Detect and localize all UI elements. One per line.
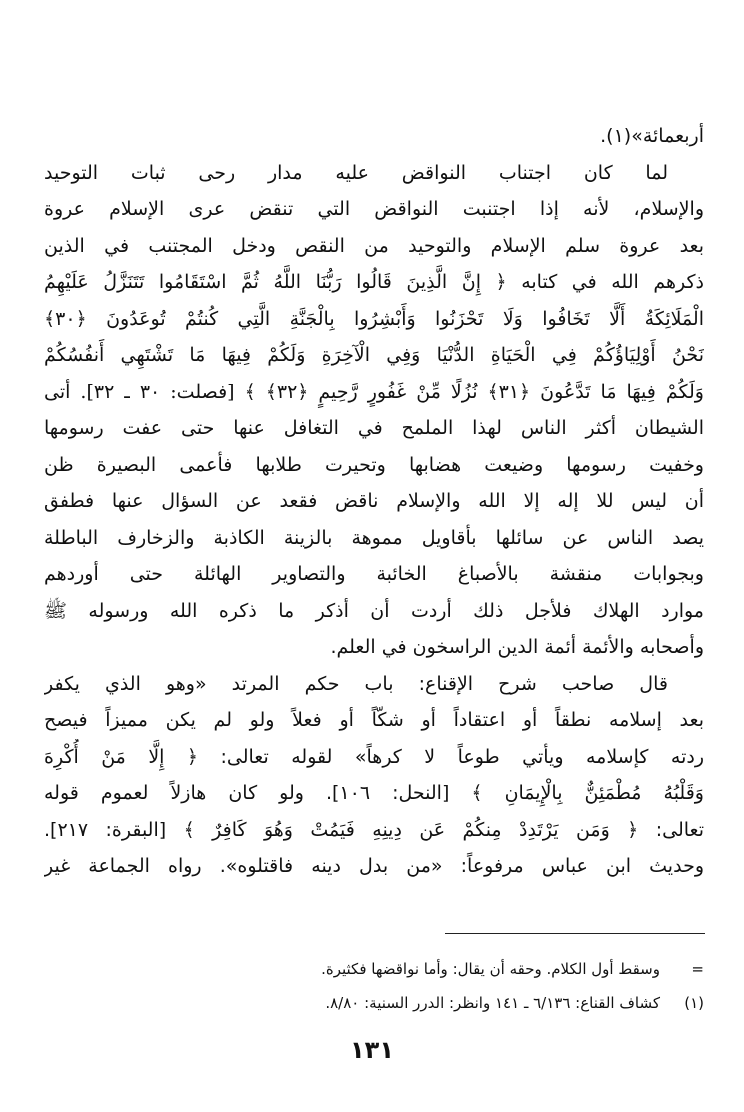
footnote (24, 952, 704, 986)
text-line: والإسلام، لأنه إذا اجتنبت النواقض التي تنقض عرى الإسلام عروة (44, 198, 704, 220)
footnote-marker: = (691, 960, 704, 978)
text-line: لما كان اجتناب النواقض عليه مدار رحى ثبات التوحيد (44, 161, 668, 184)
text-line: بعد إسلامه نطقاً أو اعتقاداً أو شكّاً أو فعلاً ولو لم يكن مميزاً فيصح (44, 709, 704, 731)
quran-verse-line: وَلَكُمْ فِيهَا مَا تَدَّعُونَ ﴿٣١﴾ نُزُلًا مِّنْ غَفُورٍ رَّحِيمٍ ﴿٣٢﴾ ﴾ [فصلت: ٣٠ ـ ٣٢]. أتى (44, 380, 704, 403)
quran-verse-line: نَحْنُ أَوْلِيَاؤُكُمْ فِي الْحَيَاةِ الدُّنْيَا وَفِي الْآخِرَةِ وَلَكُمْ فِيهَا مَا تَشْتَهِي أَنفُسُكُمْ (44, 344, 704, 366)
quran-verse-line: ذكرهم الله في كتابه ﴿ إِنَّ الَّذِينَ قَالُوا رَبُّنَا اللَّهُ ثُمَّ اسْتَقَامُوا تَتَنَزَّلُ عَلَيْهِمُ (44, 271, 704, 293)
footnote-text: وسقط أول الكلام. وحقه أن يقال: وأما نواقضها فكثيرة. (321, 960, 660, 978)
text-line: موارد الهلاك فلأجل ذلك أردت أن أذكر ما ذكره الله ورسوله ﷺ (44, 599, 704, 622)
main-text (44, 118, 704, 885)
text-line: بعد عروة سلم الإسلام والتوحيد من النقص ودخل المجتنب في الذين (44, 234, 704, 257)
text-line: قال صاحب شرح الإقناع: باب حكم المرتد «وهو الذي يكفر (44, 672, 668, 695)
footnotes (24, 952, 704, 1020)
footnote-marker: (١) (684, 994, 704, 1012)
text-line: الشيطان أكثر الناس لهذا الملمح في التغافل عنها حتى عفت رسومها (44, 417, 704, 439)
text-line: وحديث ابن عباس مرفوعاً: «من بدل دينه فاقتلوه». رواه الجماعة غير (44, 855, 704, 877)
text-line: أن ليس للا إله إلا الله والإسلام ناقض فقعد عن السؤال عنها فطفق (44, 490, 704, 512)
text-line: أربعمائة»(١). (600, 125, 704, 147)
text-line: وخفيت رسومها وضيعت هضابها وتحيرت طلابها فأعمى البصيرة ظن (44, 453, 704, 476)
text-line: وأصحابه والأئمة أئمة الدين الراسخون في العلم. (330, 636, 704, 658)
footnote-text: كشاف القناع: ٦/١٣٦ ـ ١٤١ وانظر: الدرر السنية: ٨/٨٠. (325, 994, 660, 1012)
footnote (24, 986, 704, 1020)
text-line: ردته كإسلامه ويأتي طوعاً لا كرهاً» لقوله تعالى: ﴿ إِلَّا مَنْ أُكْرِهَ (44, 745, 704, 768)
text-line: يصد الناس عن سائلها بأقاويل مموهة بالزينة الكاذبة والزخارف الباطلة (44, 526, 704, 549)
footnote-separator (445, 933, 705, 934)
page-number: ١٣١ (350, 1036, 394, 1064)
text-line: وَقَلْبُهُ مُطْمَئِنٌّ بِالْإِيمَانِ ﴾ [النحل: ١٠٦]. ولو كان هازلاً لعموم قوله (44, 782, 704, 804)
text-line: وبجوابات منقشة بالأصباغ الخائبة والتصاوير الهائلة حتى أوردهم (44, 563, 704, 585)
quran-verse-line: الْمَلَائِكَةُ أَلَّا تَخَافُوا وَلَا تَحْزَنُوا وَأَبْشِرُوا بِالْجَنَّةِ الَّتِي كُنتُمْ تُوعَدُونَ ﴿٣٠﴾ (44, 307, 704, 330)
text-line: تعالى: ﴿ وَمَن يَرْتَدِدْ مِنكُمْ عَن دِينِهِ فَيَمُتْ وَهُوَ كَافِرٌ ﴾ [البقرة: ٢١٧]. (44, 818, 704, 841)
